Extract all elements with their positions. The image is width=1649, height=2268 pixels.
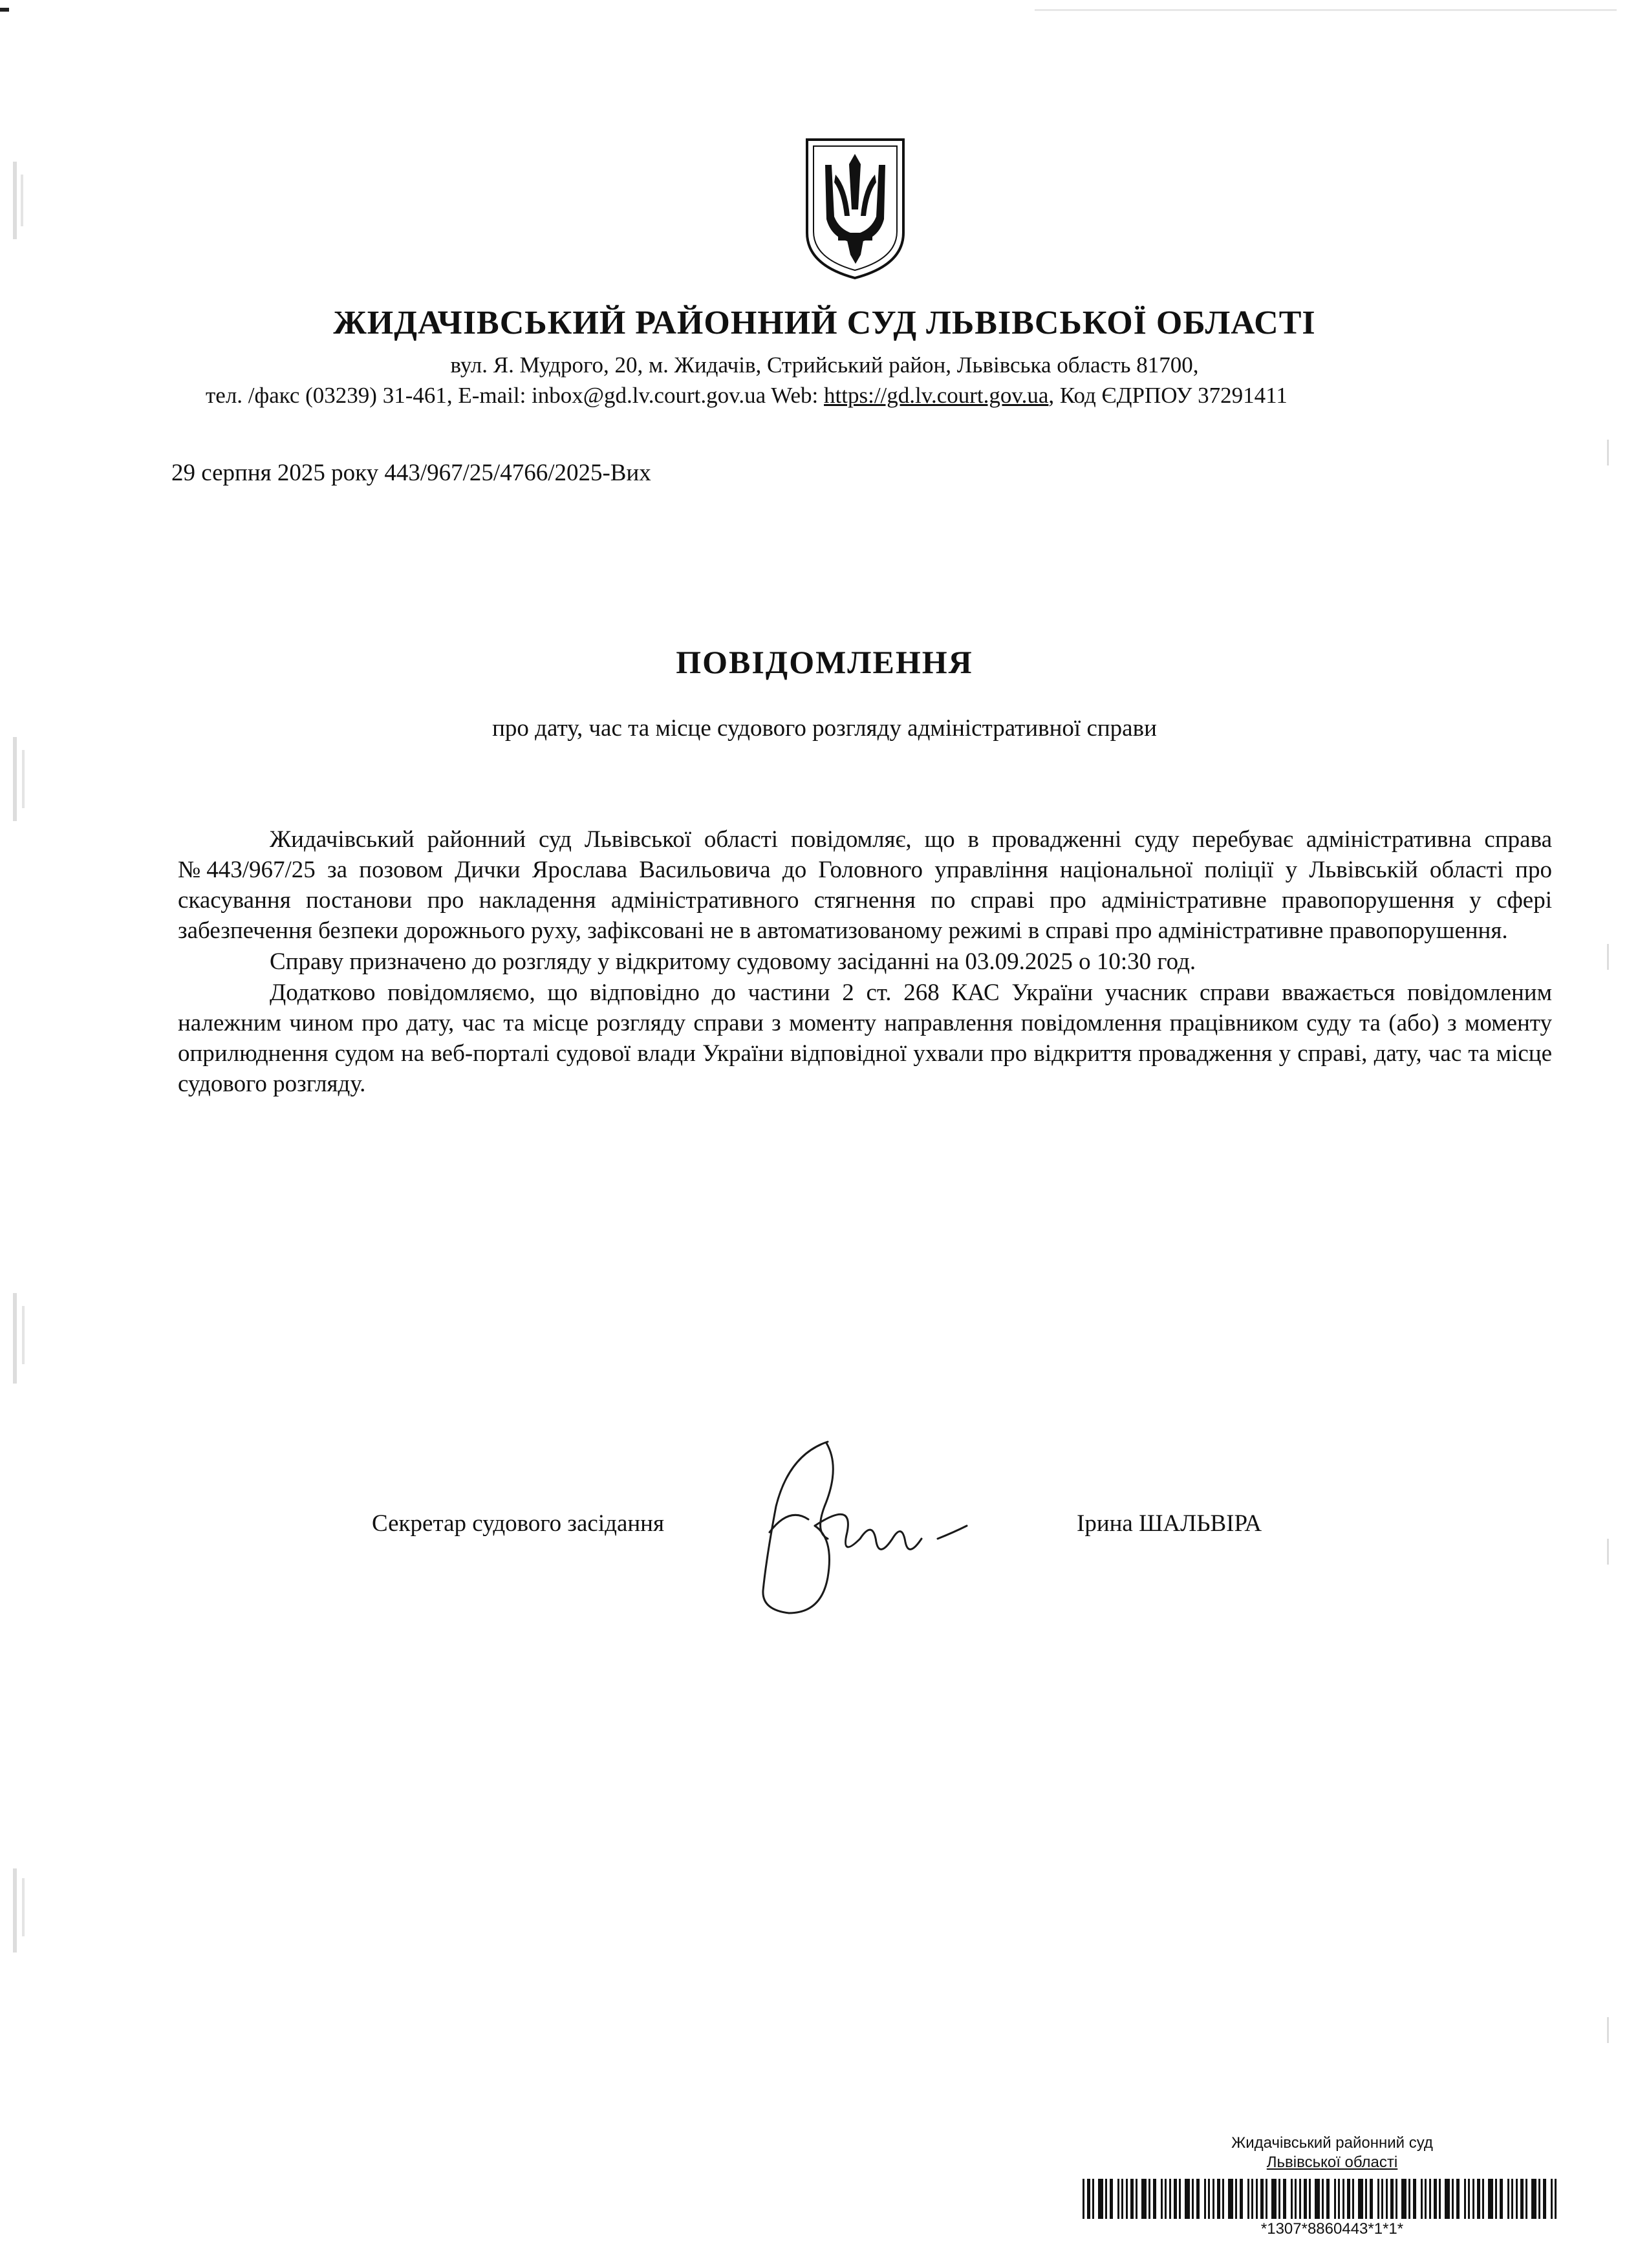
- contacts-suffix: , Код ЄДРПОУ 37291411: [1048, 383, 1288, 408]
- contacts-prefix: тел. /факс (03239) 31-461, E-mail: inbox@gd.lv.court.gov.ua Web:: [206, 383, 824, 408]
- body-paragraph: Жидачівський районний суд Львівської області повідомляє, що в провадженні суду перебуває адміністративна справа №443/967/25 за позовом Дички Ярослава Васильовича до Головного управління національної поліції у Львівській області про скасування постанови про накладення адміністративного стягнення по справі про адміністративне правопорушення у сфері забезпечення безпеки дорожнього руху, зафіксовані не в автоматизованому режимі в справі про адміністративне правопорушення.: [178, 826, 1552, 944]
- signer-position: Секретар судового засідання: [372, 1510, 665, 1537]
- registry-stamp: [1099, 2134, 1565, 2172]
- stamp-line-2: Львівської області: [1266, 2154, 1398, 2171]
- court-name: ЖИДАЧІВСЬКИЙ РАЙОННИЙ СУД ЛЬВІВСЬКОЇ ОБЛАСТІ: [333, 305, 1316, 341]
- body-paragraph: Справу призначено до розгляду у відкритому судовому засіданні на 03.09.2025 о 10:30 год.: [270, 948, 1196, 975]
- court-contacts: [206, 383, 1288, 409]
- body-paragraph: Додатково повідомляємо, що відповідно до частини 2 ст. 268 КАС України учасник справи вважається повідомленим належним чином про дату, час та місце розгляду справи з моменту направлення повідомлення працівником суду та (або) з моменту оприлюднення судом на веб-порталі судової влади України відповідної ухвали про відкриття провадження у справі, дату, час та місце судового розгляду.: [178, 979, 1552, 1097]
- barcode-number: *1307*8860443*1*1*: [1260, 2220, 1404, 2238]
- coat-of-arms-icon: [802, 136, 909, 281]
- document-subtitle: про дату, час та місце судового розгляду адміністративної справи: [492, 715, 1157, 742]
- court-address: вул. Я. Мудрого, 20, м. Жидачів, Стрийський район, Львівська область 81700,: [450, 352, 1199, 378]
- handwritten-signature-icon: [750, 1429, 983, 1623]
- stamp-line-1: Жидачівський районний суд: [1231, 2134, 1433, 2152]
- document-title: ПОВІДОМЛЕННЯ: [676, 644, 973, 680]
- signer-name: Ірина ШАЛЬВІРА: [1077, 1510, 1262, 1537]
- outgoing-number: 29 серпня 2025 року 443/967/25/4766/2025-Вих: [171, 460, 651, 486]
- document-body: [178, 824, 1552, 1100]
- barcode-icon: [1080, 2179, 1558, 2219]
- court-website-link[interactable]: https://gd.lv.court.gov.ua: [824, 383, 1049, 408]
